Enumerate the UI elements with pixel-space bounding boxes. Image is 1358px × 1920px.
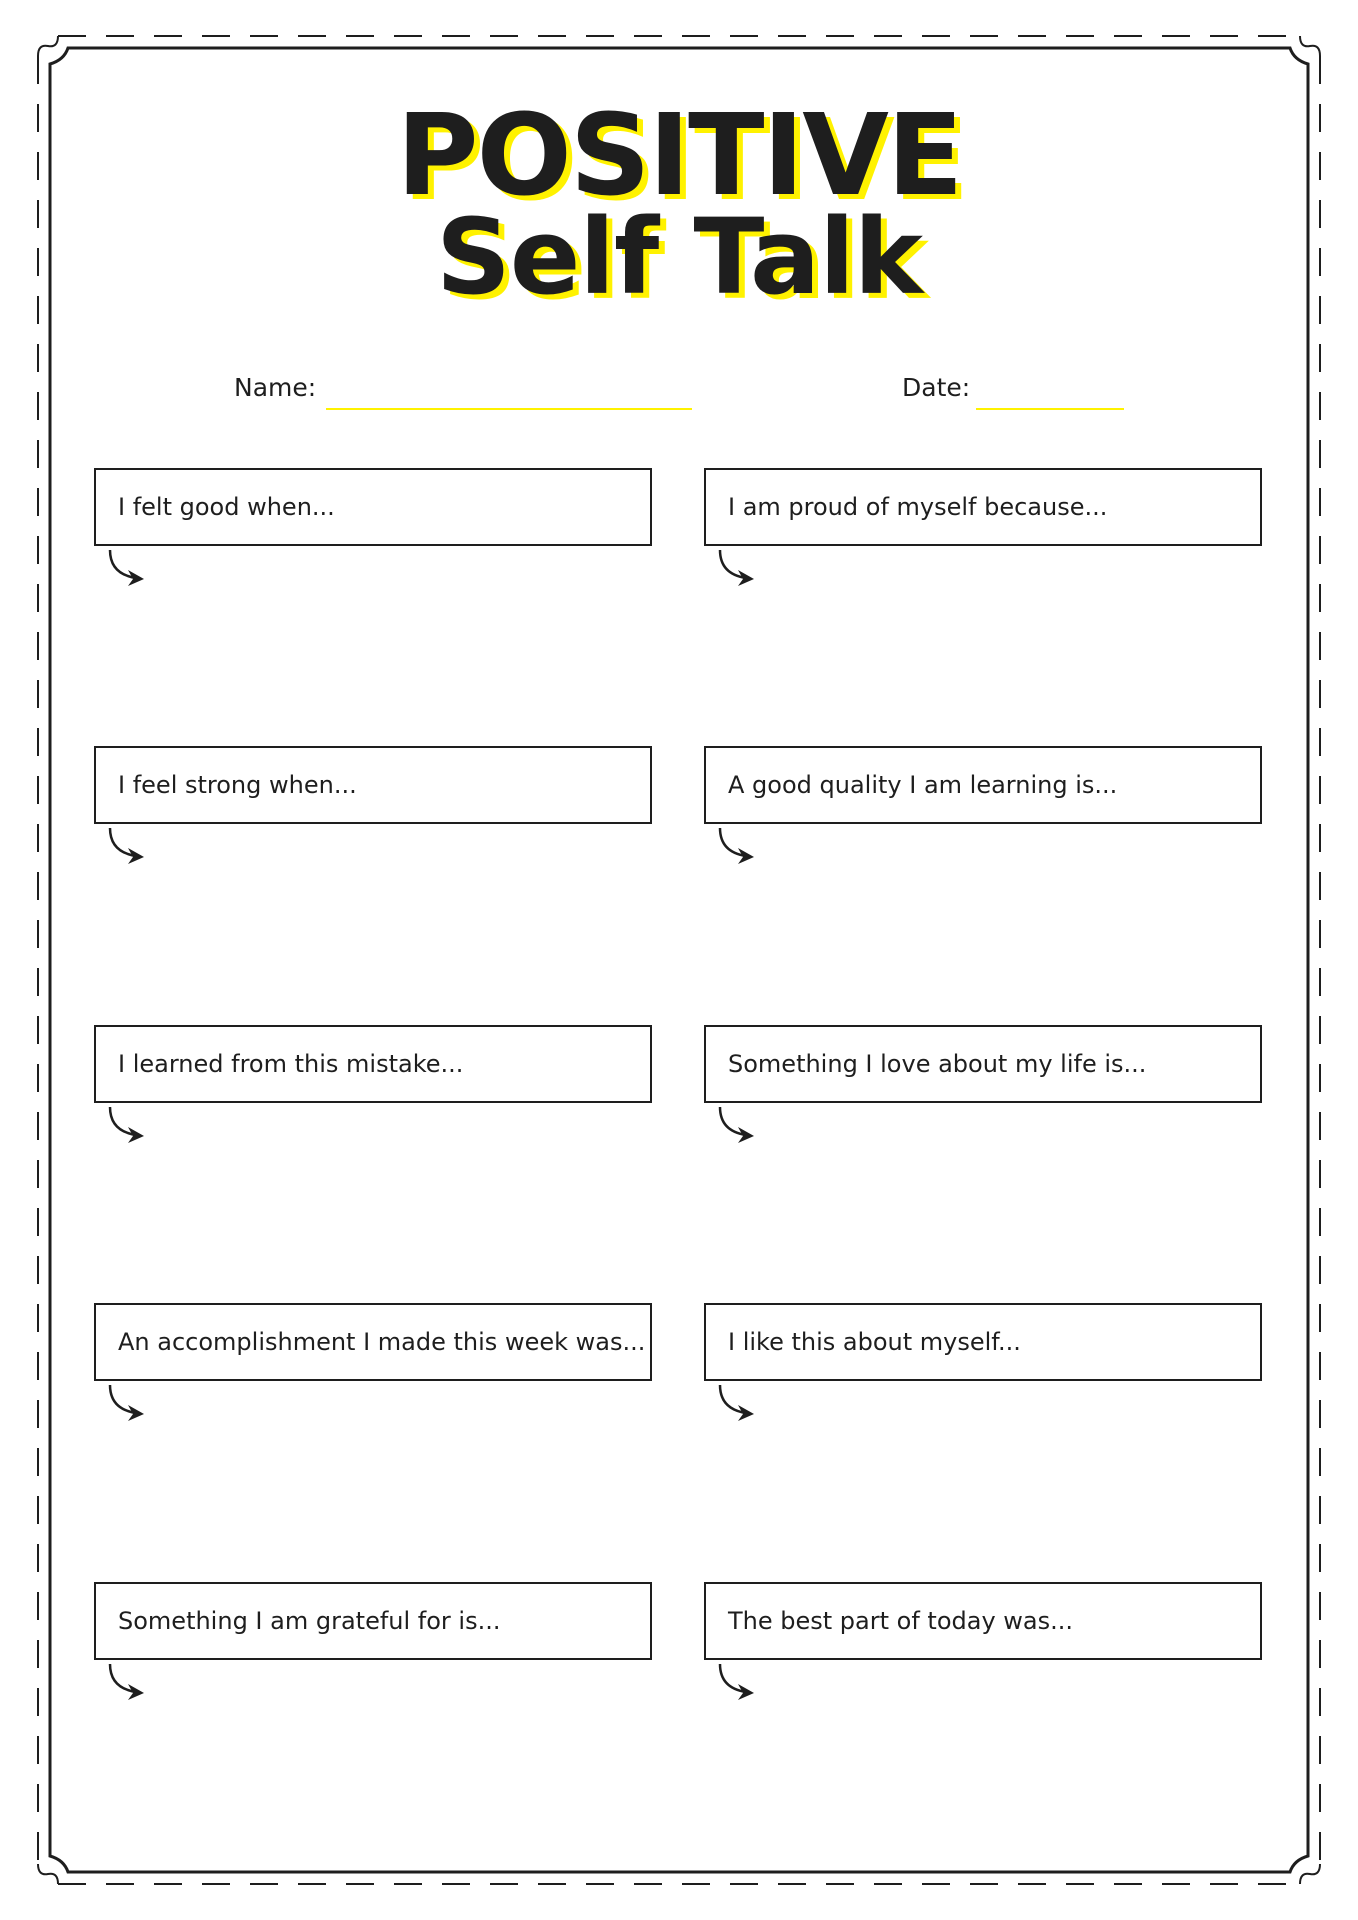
prompt-text: I learned from this mistake...: [118, 1050, 464, 1078]
curved-arrow-icon: [716, 1383, 760, 1427]
curved-arrow-icon: [106, 826, 150, 870]
prompt-text: An accomplishment I made this week was...: [118, 1328, 646, 1356]
prompt-text: I felt good when...: [118, 493, 335, 521]
prompt-box-good-quality[interactable]: [704, 746, 1262, 824]
prompt-text: A good quality I am learning is...: [728, 771, 1118, 799]
prompt-box-love-life[interactable]: [704, 1025, 1262, 1103]
name-field[interactable]: [326, 408, 692, 410]
prompt-box-mistake[interactable]: [94, 1025, 652, 1103]
prompt-box-feel-strong[interactable]: [94, 746, 652, 824]
date-label: Date:: [902, 373, 971, 402]
curved-arrow-icon: [716, 1105, 760, 1149]
curved-arrow-icon: [106, 1662, 150, 1706]
prompt-box-proud[interactable]: [704, 468, 1262, 546]
prompt-box-best-part[interactable]: [704, 1582, 1262, 1660]
curved-arrow-icon: [716, 826, 760, 870]
prompt-box-accomplishment[interactable]: [94, 1303, 652, 1381]
prompt-box-like-myself[interactable]: [704, 1303, 1262, 1381]
curved-arrow-icon: [106, 1383, 150, 1427]
worksheet-title-self-talk: Self Talk: [435, 196, 923, 318]
prompt-text: I like this about myself...: [728, 1328, 1021, 1356]
curved-arrow-icon: [106, 548, 150, 592]
curved-arrow-icon: [716, 548, 760, 592]
curved-arrow-icon: [716, 1662, 760, 1706]
prompt-text: Something I love about my life is...: [728, 1050, 1147, 1078]
prompt-text: Something I am grateful for is...: [118, 1607, 501, 1635]
prompt-text: I am proud of myself because...: [728, 493, 1108, 521]
prompt-box-grateful[interactable]: [94, 1582, 652, 1660]
prompt-text: The best part of today was...: [728, 1607, 1074, 1635]
name-label: Name:: [234, 373, 317, 402]
worksheet-title-positive: POSITIVE: [396, 91, 962, 221]
date-field[interactable]: [976, 408, 1124, 410]
prompt-box-felt-good[interactable]: [94, 468, 652, 546]
prompt-text: I feel strong when...: [118, 771, 357, 799]
curved-arrow-icon: [106, 1105, 150, 1149]
